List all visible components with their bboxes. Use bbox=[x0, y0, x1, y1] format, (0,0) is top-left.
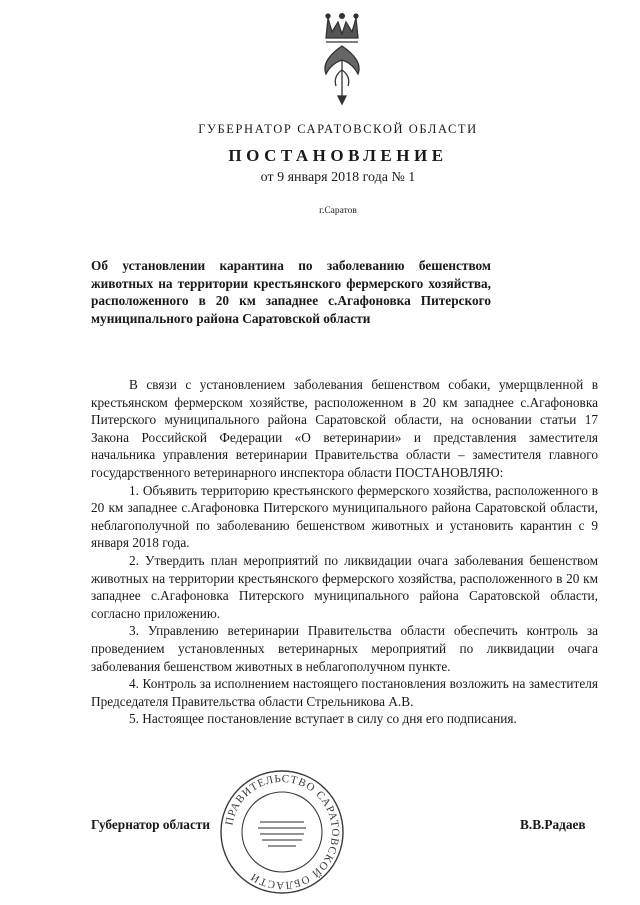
document-body bbox=[91, 376, 598, 728]
signatory-name: В.В.Радаев bbox=[520, 817, 586, 832]
document-type: ПОСТАНОВЛЕНИЕ bbox=[228, 146, 448, 165]
clause-4: 4. Контроль за исполнением настоящего постановления возложить на заместителя Председателя Правительства области Стрельникова А.В. bbox=[91, 676, 598, 709]
clause-2: 2. Утвердить план мероприятий по ликвидации очага заболевания бешенством животных на территории крестьянского фермерского хозяйства, расположенного в 20 км западнее с.Агафоновка Питерского муниципального района Саратовской области, согласно приложению. bbox=[91, 552, 598, 621]
authority-title: ГУБЕРНАТОР САРАТОВСКОЙ ОБЛАСТИ bbox=[198, 122, 478, 136]
document-date-number: от 9 января 2018 года № 1 bbox=[260, 170, 416, 185]
official-stamp bbox=[218, 768, 346, 896]
crown-emblem-icon bbox=[312, 8, 372, 106]
clause-3: 3. Управлению ветеринарии Правительства области обеспечить контроль за проведением установленных ветеринарных мероприятий по ликвидации очага заболевания бешенством животных в неблагополучном пункте. bbox=[91, 623, 598, 674]
intro-paragraph: В связи с установлением заболевания бешенством собаки, умерщвленной в крестьянском фермерском хозяйстве, расположенном в 20 км западнее с.Агафоновка Питерского муниципального района Саратовской области, на основании статьи 17 Закона Российской Федерации «О ветеринарии» и представления заместителя начальника управления ветеринарии Правительства области – заместителя главного государственного ветеринарного инспектора области ПОСТАНОВЛЯЮ: bbox=[91, 377, 598, 480]
signatory-post: Губернатор области bbox=[91, 817, 211, 832]
clause-1: 1. Объявить территорию крестьянского фермерского хозяйства, расположенного в 20 км западнее с.Агафоновка Питерского муниципального района Саратовской области, неблагополучной по заболеванию бешенством животных и установить карантин с 9 января 2018 года. bbox=[91, 482, 598, 551]
clause-5: 5. Настоящее постановление вступает в силу со дня его подписания. bbox=[129, 711, 517, 727]
document-place: г.Саратов bbox=[319, 206, 357, 216]
document-subject: Об установлении карантина по заболеванию бешенством животных на территории крестьянского фермерского хозяйства, расположенного в 20 км западнее с.Агафоновка Питерского муниципального района Саратовской области bbox=[91, 258, 491, 326]
stamp-circular-text: ПРАВИТЕЛЬСТВО САРАТОВСКОЙ ОБЛАСТИ bbox=[223, 772, 342, 892]
